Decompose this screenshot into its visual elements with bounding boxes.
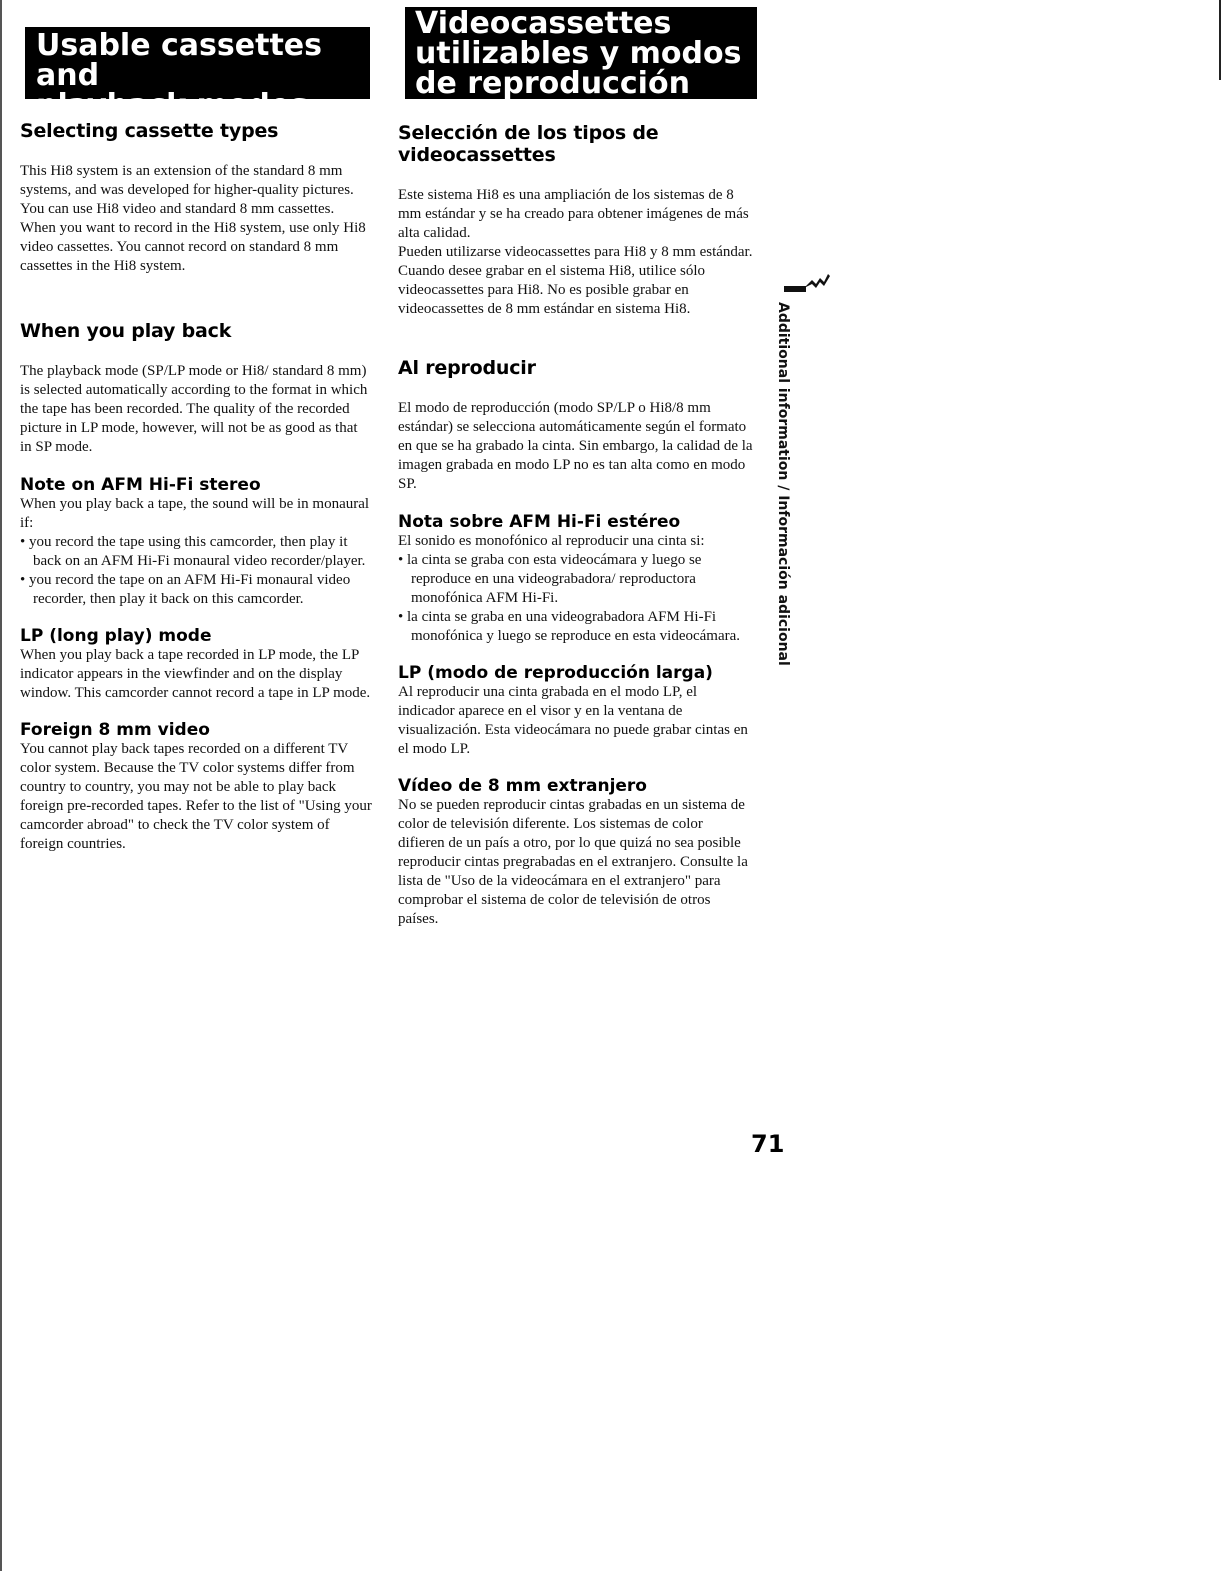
section-heading-selecting: Selección de los tipos de videocassettes: [398, 122, 659, 166]
paragraph: El sonido es monofónico al reproducir una cinta si:: [398, 533, 705, 549]
section-heading-playback: When you play back: [20, 320, 232, 342]
subheading-foreign-video: Foreign 8 mm video: [20, 720, 210, 740]
paragraph: You cannot play back tapes recorded on a different TV color system. Because the TV color systems differ from country to country, you may not be able to play back foreign pre-recorded tapes. Refer to the list of "Using your camcorder abroad" to check the TV color system of foreign countries.: [20, 741, 372, 852]
list-item: • la cinta se graba en una videograbadora AFM Hi-Fi monofónica y luego se reproduce en esta videocámara.: [398, 608, 753, 646]
page-number: 71: [751, 1130, 785, 1158]
side-tab-label: Additional information / Información adicional: [775, 302, 791, 666]
paragraph: Al reproducir una cinta grabada en el modo LP, el indicador aparece en el visor y en la ventana de visualización. Esta videocámara no puede grabar cintas en el modo LP.: [398, 684, 748, 757]
paragraph: The playback mode (SP/LP mode or Hi8/ standard 8 mm) is selected automatically according to the format in which the tape has been recorded. The quality of the recorded picture in LP mode, however, will not be as good as that in SP mode.: [20, 363, 368, 455]
paragraph: Pueden utilizarse videocassettes para Hi8 y 8 mm estándar. Cuando desee grabar en el sistema Hi8, utilice sólo videocassettes para Hi8. No es posible grabar en videocassettes de 8 mm estándar en sistema Hi8.: [398, 244, 753, 317]
paragraph: When you play back a tape, the sound will be in monaural if:: [20, 496, 370, 531]
subheading-afm: Nota sobre AFM Hi-Fi estéreo: [398, 512, 681, 532]
paragraph: You can use Hi8 video and standard 8 mm cassettes. When you want to record in the Hi8 system, use only Hi8 video cassettes. You cannot record on standard 8 mm cassettes in the Hi8 system.: [20, 201, 366, 274]
side-tab: [765, 300, 803, 666]
list-item: • you record the tape using this camcorder, then play it back on an AFM Hi-Fi monaural video recorder/player.: [20, 533, 372, 571]
title-line: utilizables y modos: [415, 36, 742, 71]
title-line: de reproducción: [415, 66, 690, 101]
subheading-afm: Note on AFM Hi-Fi stereo: [20, 475, 261, 495]
subheading-foreign-video: Vídeo de 8 mm extranjero: [398, 776, 647, 796]
title-line: playback modes: [36, 88, 309, 123]
list-item: • la cinta se graba con esta videocámara y luego se reproduce en una videograbadora/ reproductora monofónica AFM Hi-Fi.: [398, 551, 753, 608]
title-banner-english: [25, 27, 370, 123]
subheading-lp-mode: LP (modo de reproducción larga): [398, 663, 713, 683]
scan-edge: [1219, 0, 1221, 80]
title-banner-spanish: [405, 7, 757, 99]
paragraph: El modo de reproducción (modo SP/LP o Hi8/8 mm estándar) se selecciona automáticamente según el formato en que se ha grabado la cinta. Sin embargo, la calidad de la imagen grabada en modo LP no es tan alta como en modo SP.: [398, 400, 753, 492]
paragraph: When you play back a tape recorded in LP mode, the LP indicator appears in the viewfinder and on the display window. This camcorder cannot record a tape in LP mode.: [20, 647, 371, 701]
spanish-column: [398, 118, 753, 929]
paragraph: This Hi8 system is an extension of the standard 8 mm systems, and was developed for higher-quality pictures.: [20, 163, 354, 198]
paragraph: Este sistema Hi8 es una ampliación de los sistemas de 8 mm estándar y se ha creado para obtener imágenes de más alta calidad.: [398, 187, 749, 241]
title-line: Videocassettes: [415, 6, 672, 41]
section-heading-selecting: Selecting cassette types: [20, 120, 279, 142]
bullet-list: [398, 551, 753, 646]
paragraph: No se pueden reproducir cintas grabadas en un sistema de color de televisión diferente. Los sistemas de color difieren de un país a otro, por lo que quizá no sea posible reproducir cintas pregrabadas en el extranjero. Consulte la lista de "Uso de la videocámara en el extranjero" para comprobar el sistema de color de televisión de otros países.: [398, 797, 748, 927]
english-column: [20, 118, 372, 854]
subheading-lp-mode: LP (long play) mode: [20, 626, 212, 646]
bullet-list: [20, 533, 372, 609]
pencil-tab-icon: [782, 270, 834, 296]
title-line: Usable cassettes and: [36, 28, 322, 93]
list-item: • you record the tape on an AFM Hi-Fi monaural video recorder, then play it back on this camcorder.: [20, 571, 372, 609]
scan-edge: [0, 0, 2, 1571]
section-heading-playback: Al reproducir: [398, 357, 536, 379]
